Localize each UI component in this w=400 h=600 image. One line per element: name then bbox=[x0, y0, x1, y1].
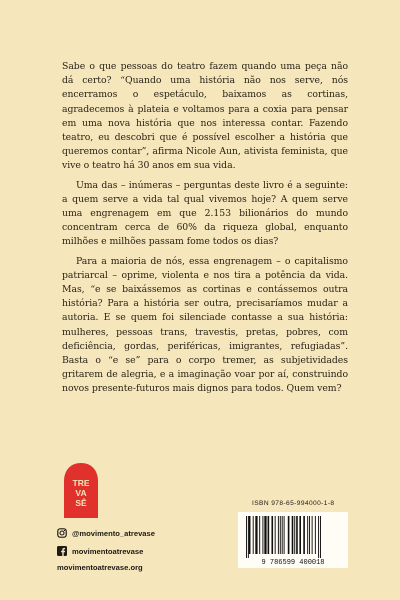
barcode-bar bbox=[292, 516, 294, 554]
barcode-bar bbox=[307, 516, 308, 554]
social-links bbox=[57, 524, 155, 572]
barcode-bar bbox=[288, 516, 290, 554]
barcode-bar bbox=[303, 516, 305, 554]
barcode-bar bbox=[246, 516, 247, 558]
barcode-bar bbox=[275, 516, 276, 554]
back-cover-text bbox=[62, 60, 348, 402]
barcode-bar bbox=[271, 516, 273, 554]
barcode-bar bbox=[255, 516, 257, 554]
instagram-icon bbox=[57, 528, 67, 538]
barcode-bar bbox=[320, 516, 321, 558]
barcode-bar bbox=[259, 516, 260, 554]
facebook-row[interactable] bbox=[57, 542, 155, 560]
barcode-bar bbox=[249, 516, 251, 554]
svg-text:SÊ: SÊ bbox=[75, 498, 87, 508]
website-link[interactable]: movimentoatrevase.org bbox=[57, 563, 143, 572]
paragraph-3: Para a maioria de nós, essa engrenagem – o capitalismo patriarcal – oprime, violenta e nos tira a potência da vida. Mas, “e se baixássemos as cortinas e contássemos outra história? Para a história ser outra, precisaríamos mudar a autoria. E se quem foi silenciade contasse a sua história: mulheres, pessoas trans, travestis, pretas, pobres, com deficiência, gordas, periféricas, imigrantes, refugiadas”. Basta o “e se” para o corpo tremer, as subjetividades gritarem de alegria, e a imaginação voar por aí, construindo novos presente-futuros mais dignos para todos. Quem vem? bbox=[62, 255, 348, 395]
publisher-logo bbox=[60, 462, 102, 520]
isbn-label: ISBN 978-65-994000-1-8 bbox=[252, 500, 335, 507]
barcode-bar bbox=[253, 516, 254, 554]
barcode-bar bbox=[264, 516, 266, 554]
barcode-bar bbox=[312, 516, 313, 554]
isbn-barcode bbox=[238, 512, 348, 568]
paragraph-1: Sabe o que pessoas do teatro fazem quando uma peça não dá certo? “Quando uma história não nos serve, nós encerramos o espetáculo, baixamos as cortinas, agradecemos à plateia e voltamos para a coxia para pensar em uma nova história que nos interessa contar. Fazendo teatro, eu descobri que é possível escolher a história que queremos contar”, afirma Nicole Aun, ativista feminista, que vive o teatro há 30 anos em sua vida. bbox=[62, 61, 348, 172]
barcode-bar bbox=[309, 516, 310, 554]
barcode-bar bbox=[248, 516, 249, 558]
instagram-handle[interactable]: @movimento_atrevase bbox=[72, 528, 155, 538]
barcode-bar bbox=[284, 516, 285, 554]
facebook-handle[interactable]: movimentoatrevase bbox=[72, 546, 144, 556]
barcode-bar bbox=[262, 516, 263, 554]
barcode-bar bbox=[299, 516, 301, 554]
barcode-bar bbox=[268, 516, 270, 554]
facebook-icon bbox=[57, 546, 67, 556]
barcode-bar bbox=[315, 516, 316, 554]
barcode-bar bbox=[280, 516, 281, 554]
barcode-bar bbox=[278, 516, 279, 554]
instagram-row[interactable] bbox=[57, 524, 155, 542]
barcode-number: 9 786599 400018 bbox=[261, 559, 325, 567]
paragraph-2: Uma das – inúmeras – perguntas deste livro é a seguinte: a quem serve a vida tal qual vivemos hoje? A quem serve uma engrenagem em que 2.153 bilionários do mundo concentram cerca de 60% da riqueza global, enquanto milhões e milhões passam fome todos os dias? bbox=[62, 179, 348, 248]
svg-text:VA: VA bbox=[75, 488, 87, 498]
svg-text:TRE: TRE bbox=[72, 478, 90, 488]
barcode-bar bbox=[318, 516, 319, 558]
barcode-bar bbox=[282, 516, 283, 554]
barcode-bar bbox=[294, 516, 295, 554]
barcode-bar bbox=[296, 516, 298, 554]
